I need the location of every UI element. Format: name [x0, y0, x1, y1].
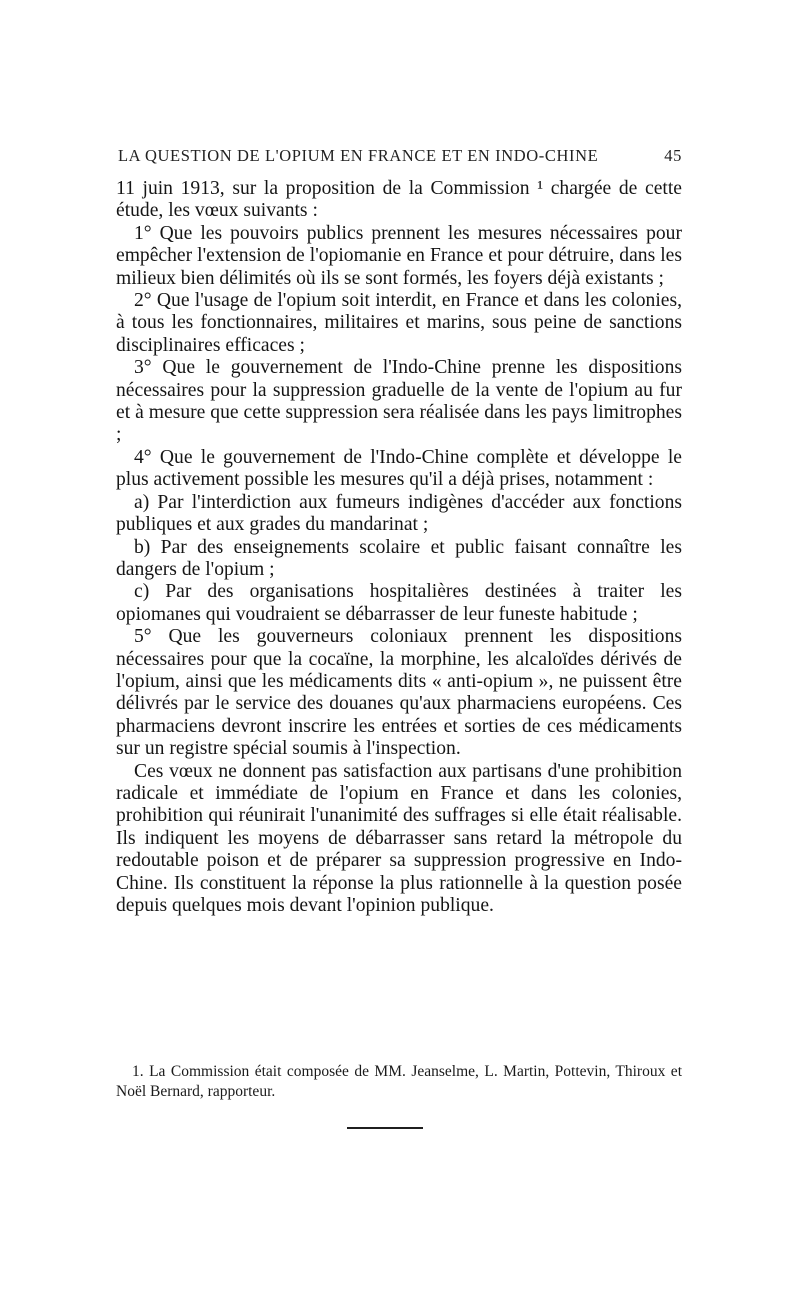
- body-text: [116, 178, 682, 917]
- paragraph-wish-2: 2° Que l'usage de l'opium soit interdit, en France et dans les colonies, à tous les fonctionnaires, militaires et marins, sous peine de sanctions disciplinaires efficaces ;: [116, 290, 682, 356]
- paragraph-wish-1: 1° Que les pouvoirs publics prennent les mesures nécessaires pour empêcher l'extension de l'opiomanie en France et pour détruire, dans les milieux bien délimités où ils se sont formés, les foyers déjà existants ;: [116, 222, 682, 289]
- paragraph-wish-3: 3° Que le gouvernement de l'Indo-Chine prenne les dispositions nécessaires pour la suppression graduelle de la vente de l'opium au fur et à mesure que cette suppression sera réalisée dans les pays limitrophes ;: [116, 357, 682, 446]
- paragraph-wish-4a: a) Par l'interdiction aux fumeurs indigènes d'accéder aux fonctions publiques et aux grades du mandarinat ;: [116, 491, 682, 536]
- paragraph-wish-4c: c) Par des organisations hospitalières destinées à traiter les opiomanes qui voudraient se débarrasser de leur funeste habitude ;: [116, 581, 682, 625]
- paragraph-opening: 11 juin 1913, sur la proposition de la Commission ¹ chargée de cette étude, les vœux suivants :: [116, 178, 682, 222]
- end-rule: [347, 1127, 423, 1129]
- paragraph-wish-4b: b) Par des enseignements scolaire et public faisant connaître les dangers de l'opium ;: [116, 536, 682, 580]
- footnote-text: 1. La Commission était composée de MM. Jeanselme, L. Martin, Pottevin, Thiroux et Noël Bernard, rapporteur.: [116, 1063, 682, 1100]
- footnote: [116, 1062, 682, 1102]
- running-header: [118, 146, 682, 166]
- paragraph-wish-5: 5° Que les gouverneurs coloniaux prennent les dispositions nécessaires pour que la cocaïne, la morphine, les alcaloïdes dérivés de l'opium, ainsi que les médicaments dits « anti-opium », ne puissent être délivrés par le service des douanes qu'aux pharmaciens européens. Ces pharmaciens devront inscrire les entrées et sorties de ces médicaments sur un registre spécial soumis à l'inspection.: [116, 626, 682, 760]
- running-title: LA QUESTION DE L'OPIUM EN FRANCE ET EN INDO-CHINE: [118, 146, 599, 165]
- page-number: 45: [664, 146, 682, 165]
- paragraph-wish-4: 4° Que le gouvernement de l'Indo-Chine complète et développe le plus activement possible les mesures qu'il a déjà prises, notamment :: [116, 446, 682, 491]
- paragraph-conclusion: Ces vœux ne donnent pas satisfaction aux partisans d'une prohibition radicale et immédiate de l'opium en France et dans les colonies, prohibition qui réunirait l'unanimité des suffrages si elle était réalisable. Ils indiquent les moyens de débarrasser sans retard la métropole du redoutable poison et de préparer sa suppression progressive en Indo-Chine. Ils constituent la réponse la plus rationnelle à la question posée depuis quelques mois devant l'opinion publique.: [116, 760, 682, 916]
